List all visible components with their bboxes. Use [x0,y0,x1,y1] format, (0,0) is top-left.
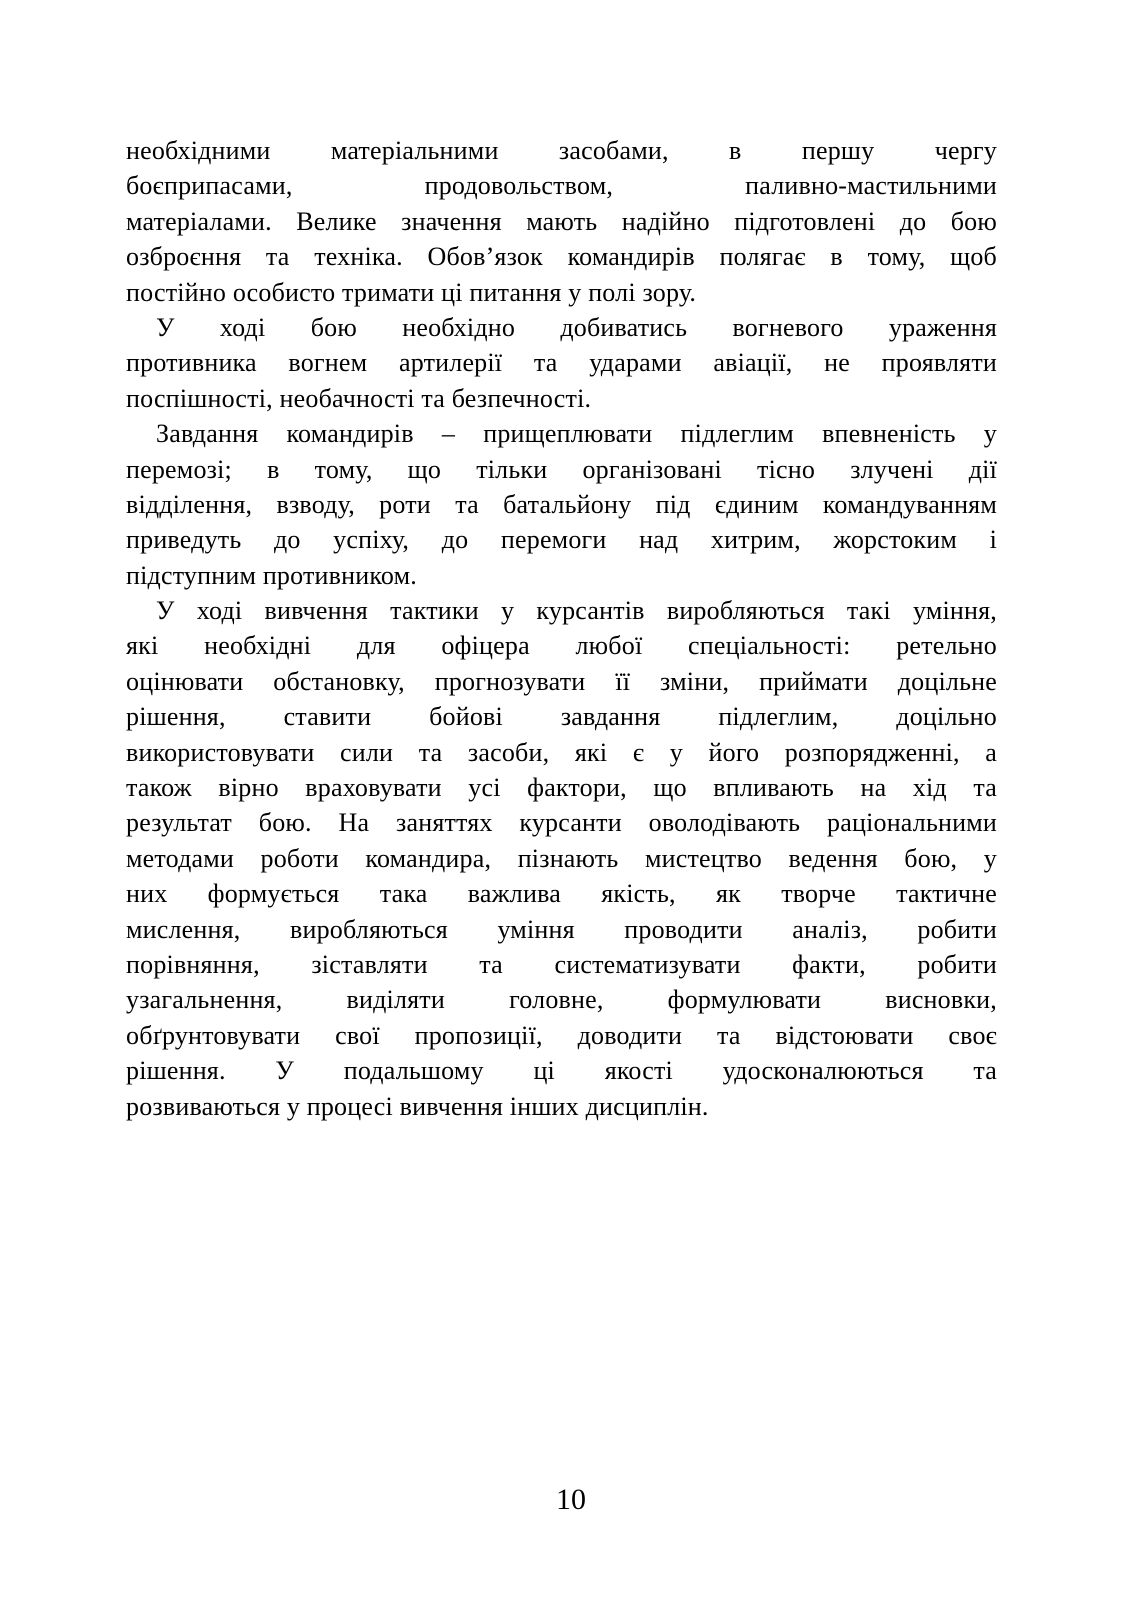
text-block [126,133,997,1124]
text-line: мислення, виробляються уміння проводити аналіз, робити [126,914,997,944]
text-line: озброєння та техніка. Обов’язок командирів полягає в тому, щоб [126,242,997,272]
text-line: перемозі; в тому, що тільки організовані тісно злучені дії [126,454,997,484]
text-line: приведуть до успіху, до перемоги над хитрим, жорстоким і [126,525,997,555]
text-line: матеріалами. Велике значення мають надійно підготовлені до бою [126,206,997,236]
text-line: результат бою. На заняттях курсанти оволодівають раціональними [126,808,997,838]
page-number: 10 [556,1483,586,1516]
text-line: також вірно враховувати усі фактори, що впливають на хід та [126,773,997,803]
text-line: методами роботи командира, пізнають мистецтво ведення бою, у [126,843,997,873]
text-line: підступним противником. [126,560,417,590]
paragraph [126,133,997,310]
paragraph [126,416,997,593]
text-line: противника вогнем артилерії та ударами авіації, не проявляти [126,348,997,378]
text-line: постійно особисто тримати ці питання у полі зору. [126,277,697,307]
text-line: рішення, ставити бойові завдання підлеглим, доцільно [126,702,997,732]
text-line: боєприпасами, продовольством, паливно-мастильними [126,171,997,201]
text-line: узагальнення, виділяти головне, формулювати висновки, [126,985,997,1015]
text-line: поспішності, необачності та безпечності. [126,383,592,413]
text-line: них формується така важлива якість, як творче тактичне [126,879,997,909]
text-line: обґрунтовувати свої пропозиції, доводити та відстоювати своє [126,1020,997,1050]
text-line: відділення, взводу, роти та батальйону під єдиним командуванням [126,489,997,519]
text-line: У ході бою необхідно добиватись вогневого ураження [156,312,997,342]
text-line: використовувати сили та засоби, які є у його розпорядженні, а [126,737,997,767]
text-line: порівняння, зіставляти та систематизувати факти, робити [126,949,997,979]
text-line: оцінювати обстановку, прогнозувати її зміни, приймати доцільне [126,666,997,696]
text-line: Завдання командирів – прищеплювати підлеглим впевненість у [156,419,997,449]
text-line: розвиваються у процесі вивчення інших дисциплін. [126,1091,709,1121]
paragraph [126,593,997,1124]
paragraph [126,310,997,416]
text-line: рішення. У подальшому ці якості удосконалюються та [126,1056,997,1086]
text-line: У ході вивчення тактики у курсантів виробляються такі уміння, [156,596,997,626]
text-line: які необхідні для офіцера любої спеціальності: ретельно [126,631,997,661]
text-line: необхідними матеріальними засобами, в першу чергу [126,136,997,165]
